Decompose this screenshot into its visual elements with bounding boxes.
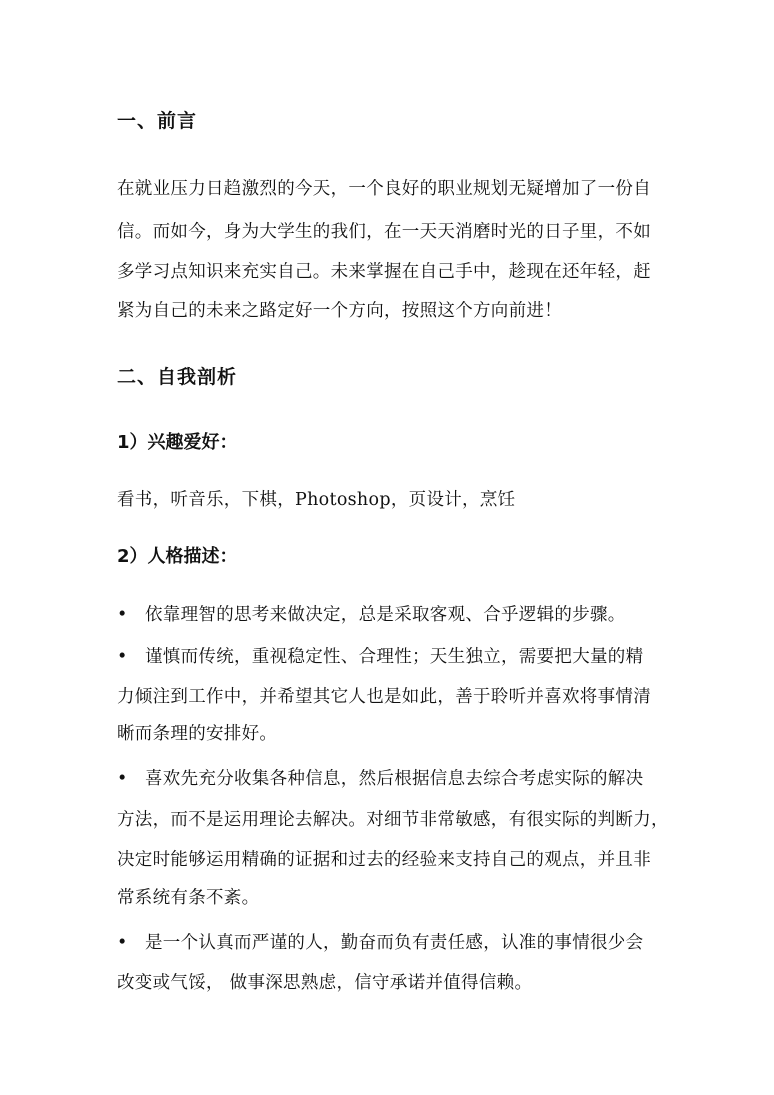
subheading-personality: 2）人格描述：: [117, 546, 238, 567]
paragraph-line: 信。而如今，身为大学生的我们，在一天天消磨时光的日子里，不如: [117, 222, 651, 242]
bullet-text: 谨慎而传统，重视稳定性、合理性；天生独立，需要把大量的精: [145, 647, 644, 667]
bullet-continuation: 决定时能够运用精确的证据和过去的经验来支持自己的观点，并且非: [117, 850, 651, 870]
paragraph-line: 紧为自己的未来之路定好一个方向，按照这个方向前进！: [117, 301, 562, 321]
bullet-continuation: 方法，而不是运用理论去解决。对细节非常敏感，有很实际的判断力，: [117, 810, 669, 830]
bullet-marker: •: [117, 769, 128, 789]
bullet-text: 喜欢先充分收集各种信息，然后根据信息去综合考虑实际的解决: [145, 769, 644, 789]
bullet-text: 是一个认真而严谨的人，勤奋而负有责任感，认准的事情很少会: [145, 933, 644, 953]
paragraph-line: 多学习点知识来充实自己。未来掌握在自己手中，趁现在还年轻，赶: [117, 262, 651, 282]
list-item: [117, 643, 643, 668]
interests-text: 看书，听音乐，下棋，Photoshop，页设计，烹饪: [117, 490, 516, 510]
bullet-continuation: 晰而条理的安排好。: [117, 724, 278, 744]
section-heading-self-analysis: 二、自我剖析: [117, 366, 238, 388]
list-item: [117, 929, 643, 954]
paragraph-line: 在就业压力日趋激烈的今天，一个良好的职业规划无疑增加了一份自: [117, 179, 651, 199]
bullet-marker: •: [117, 605, 128, 625]
bullet-marker: •: [117, 647, 128, 667]
section-heading-preface: 一、前言: [117, 110, 198, 132]
bullet-text: 依靠理智的思考来做决定，总是采取客观、合乎逻辑的步骤。: [145, 605, 626, 625]
bullet-continuation: 常系统有条不紊。: [117, 888, 260, 908]
list-item: [117, 765, 643, 790]
bullet-marker: •: [117, 933, 128, 953]
bullet-continuation: 力倾注到工作中，并希望其它人也是如此，善于聆听并喜欢将事情清: [117, 687, 651, 707]
subheading-interests: 1）兴趣爱好：: [117, 432, 238, 453]
list-item: [117, 601, 626, 626]
bullet-continuation: 改变或气馁， 做事深思熟虑，信守承诺并值得信赖。: [117, 973, 533, 993]
